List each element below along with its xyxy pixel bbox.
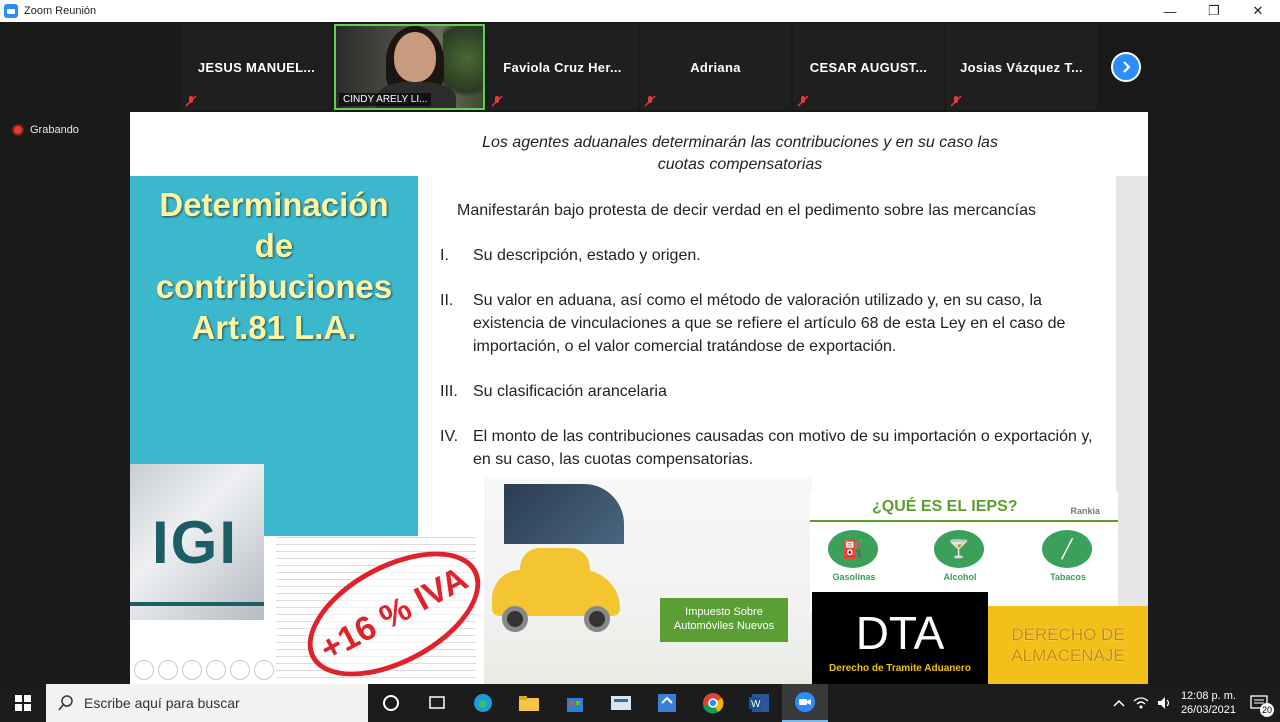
list-item [440, 244, 1100, 267]
muted-mic-icon [185, 95, 197, 107]
taskbar-word[interactable] [736, 684, 782, 722]
list-item [440, 425, 1100, 471]
clock[interactable] [1181, 689, 1236, 717]
cigarette-icon: ╱ [1042, 530, 1092, 568]
notification-center-button[interactable] [1244, 689, 1274, 717]
list-number: III. [440, 383, 458, 400]
svg-text:W: W [751, 699, 761, 710]
taskbar-edge[interactable] [460, 684, 506, 722]
dta-graphic [812, 592, 988, 684]
slide-lead-text: Manifestarán bajo protesta de decir verdad en el pedimento sobre las mercancías [457, 202, 1036, 219]
ieps-item-label: Gasolinas [832, 572, 876, 582]
hand-with-keys [504, 484, 624, 544]
almacenaje-graphic: DERECHO DE ALMACENAJE [988, 606, 1148, 684]
participant-name: CESAR AUGUST... [809, 59, 928, 75]
word-icon [748, 693, 770, 713]
dta-title: DTA [855, 607, 945, 659]
taskbar-chrome[interactable] [690, 684, 736, 722]
participant-name: Josias Vázquez T... [960, 59, 1083, 75]
slide-list [440, 244, 1100, 493]
slide-title-line: contribuciones [155, 268, 393, 305]
store-icon [565, 693, 585, 713]
minimize-button[interactable]: — [1163, 3, 1177, 19]
record-icon [12, 124, 24, 136]
taskbar-sync[interactable] [644, 684, 690, 722]
taskbar-zoom[interactable] [782, 684, 828, 722]
car-illustration [484, 478, 812, 684]
video-person-face [394, 32, 436, 82]
igi-image [130, 464, 264, 620]
system-tray [1113, 684, 1280, 722]
slide-title-line: de [254, 227, 294, 264]
close-button[interactable]: ✕ [1252, 3, 1264, 18]
clock-date: 26/03/2021 [1180, 704, 1236, 716]
list-item [440, 380, 1100, 403]
list-item [440, 289, 1100, 358]
taskbar-app[interactable] [598, 684, 644, 722]
zoom-tool-button[interactable] [230, 660, 250, 680]
volume-icon[interactable] [1157, 696, 1173, 710]
list-text: Su descripción, estado y origen. [473, 247, 701, 264]
title-bar [0, 0, 1280, 22]
car-wheel [502, 606, 528, 632]
chevron-up-icon[interactable] [1113, 697, 1125, 709]
notification-count: 20 [1261, 705, 1272, 715]
participant-tile-video[interactable] [334, 24, 485, 110]
task-view-button[interactable] [414, 684, 460, 722]
gas-pump-icon: ⛽ [828, 530, 878, 568]
car-wheel [584, 606, 610, 632]
zoom-app-icon [794, 691, 816, 713]
participant-tile[interactable] [487, 24, 638, 110]
app-icon [610, 694, 632, 712]
iva-stamp-text: +16 % IVA [313, 559, 474, 669]
next-slide-button[interactable] [158, 660, 178, 680]
pen-tool-button[interactable] [182, 660, 202, 680]
ieps-brand: Rankia [1070, 506, 1100, 516]
task-view-icon [428, 694, 446, 712]
participant-tile[interactable] [181, 24, 332, 110]
maximize-button[interactable]: ❐ [1208, 3, 1220, 18]
participant-name: JESUS MANUEL... [197, 59, 316, 75]
next-page-button[interactable] [1111, 52, 1141, 82]
clock-time: 12:08 p. m. [1180, 690, 1236, 702]
list-number: II. [440, 292, 454, 309]
ieps-title: ¿QUÉ ES EL IEPS? [872, 498, 1018, 515]
windows-icon [15, 695, 31, 711]
muted-mic-icon [950, 95, 962, 107]
window-title: Zoom Reunión [24, 5, 97, 17]
ieps-item-label: Tabacos [1050, 572, 1086, 582]
slide-controls [134, 660, 274, 680]
list-text: Su valor en aduana, así como el método de valoración utilizado y, en su caso, la existencia de vinculaciones a que se refiere el artículo 68 de esta Ley en el caso de importación, o el valor comercial tratándose de exportación. [473, 292, 1066, 355]
participant-tile[interactable] [946, 24, 1097, 110]
slides-view-button[interactable] [206, 660, 226, 680]
ieps-divider [810, 520, 1118, 522]
participant-tile[interactable] [793, 24, 944, 110]
taskbar-store[interactable] [552, 684, 598, 722]
dta-subtitle: Derecho de Tramite Aduanero [829, 663, 971, 674]
taskbar-search[interactable] [46, 684, 368, 722]
chrome-icon [702, 692, 724, 714]
participant-strip [181, 24, 1097, 110]
igi-label: IGI [152, 509, 239, 576]
taskbar-file-explorer[interactable] [506, 684, 552, 722]
circle-icon [382, 694, 400, 712]
slide-title-line: Art.81 L.A. [191, 309, 357, 346]
taskbar [0, 684, 1280, 722]
recording-indicator[interactable] [12, 124, 79, 136]
ieps-item-label: Alcohol [943, 572, 977, 582]
zoom-icon [4, 4, 18, 18]
participant-name: Faviola Cruz Her... [503, 59, 622, 75]
muted-mic-icon [491, 95, 503, 107]
recording-label: Grabando [30, 124, 79, 136]
cocktail-icon: 🍸 [934, 530, 984, 568]
muted-mic-icon [797, 95, 809, 107]
prev-slide-button[interactable] [134, 660, 154, 680]
sync-icon [656, 692, 678, 714]
igi-bar [130, 602, 264, 606]
more-options-button[interactable] [254, 660, 274, 680]
cortana-button[interactable] [368, 684, 414, 722]
edge-icon [472, 692, 494, 714]
slide-title-line: Determinación [159, 186, 389, 223]
participant-name: CINDY ARELY LI... [339, 93, 431, 106]
list-number: IV. [440, 428, 459, 445]
meeting-area [0, 22, 1280, 684]
shared-screen [130, 112, 1148, 684]
list-number: I. [440, 247, 449, 264]
wifi-icon[interactable] [1133, 696, 1149, 710]
muted-mic-icon [644, 95, 656, 107]
chevron-right-icon [1119, 60, 1133, 74]
list-text: El monto de las contribuciones causadas con motivo de su importación o exportación y, en su caso, las cuotas compensatorias. [473, 428, 1093, 468]
slide-subtitle: Los agentes aduanales determinarán las contribuciones y en su caso las cuotas compensatorias [482, 134, 998, 173]
participant-name: Adriana [690, 59, 741, 75]
search-placeholder: Escribe aquí para buscar [84, 695, 240, 711]
start-button[interactable] [0, 684, 46, 722]
list-text: Su clasificación arancelaria [473, 383, 667, 400]
isan-label: Impuesto Sobre Automóviles Nuevos [660, 598, 788, 642]
participant-tile[interactable] [640, 24, 791, 110]
folder-icon [518, 694, 540, 712]
search-icon [58, 695, 74, 711]
slide-title [130, 184, 418, 348]
